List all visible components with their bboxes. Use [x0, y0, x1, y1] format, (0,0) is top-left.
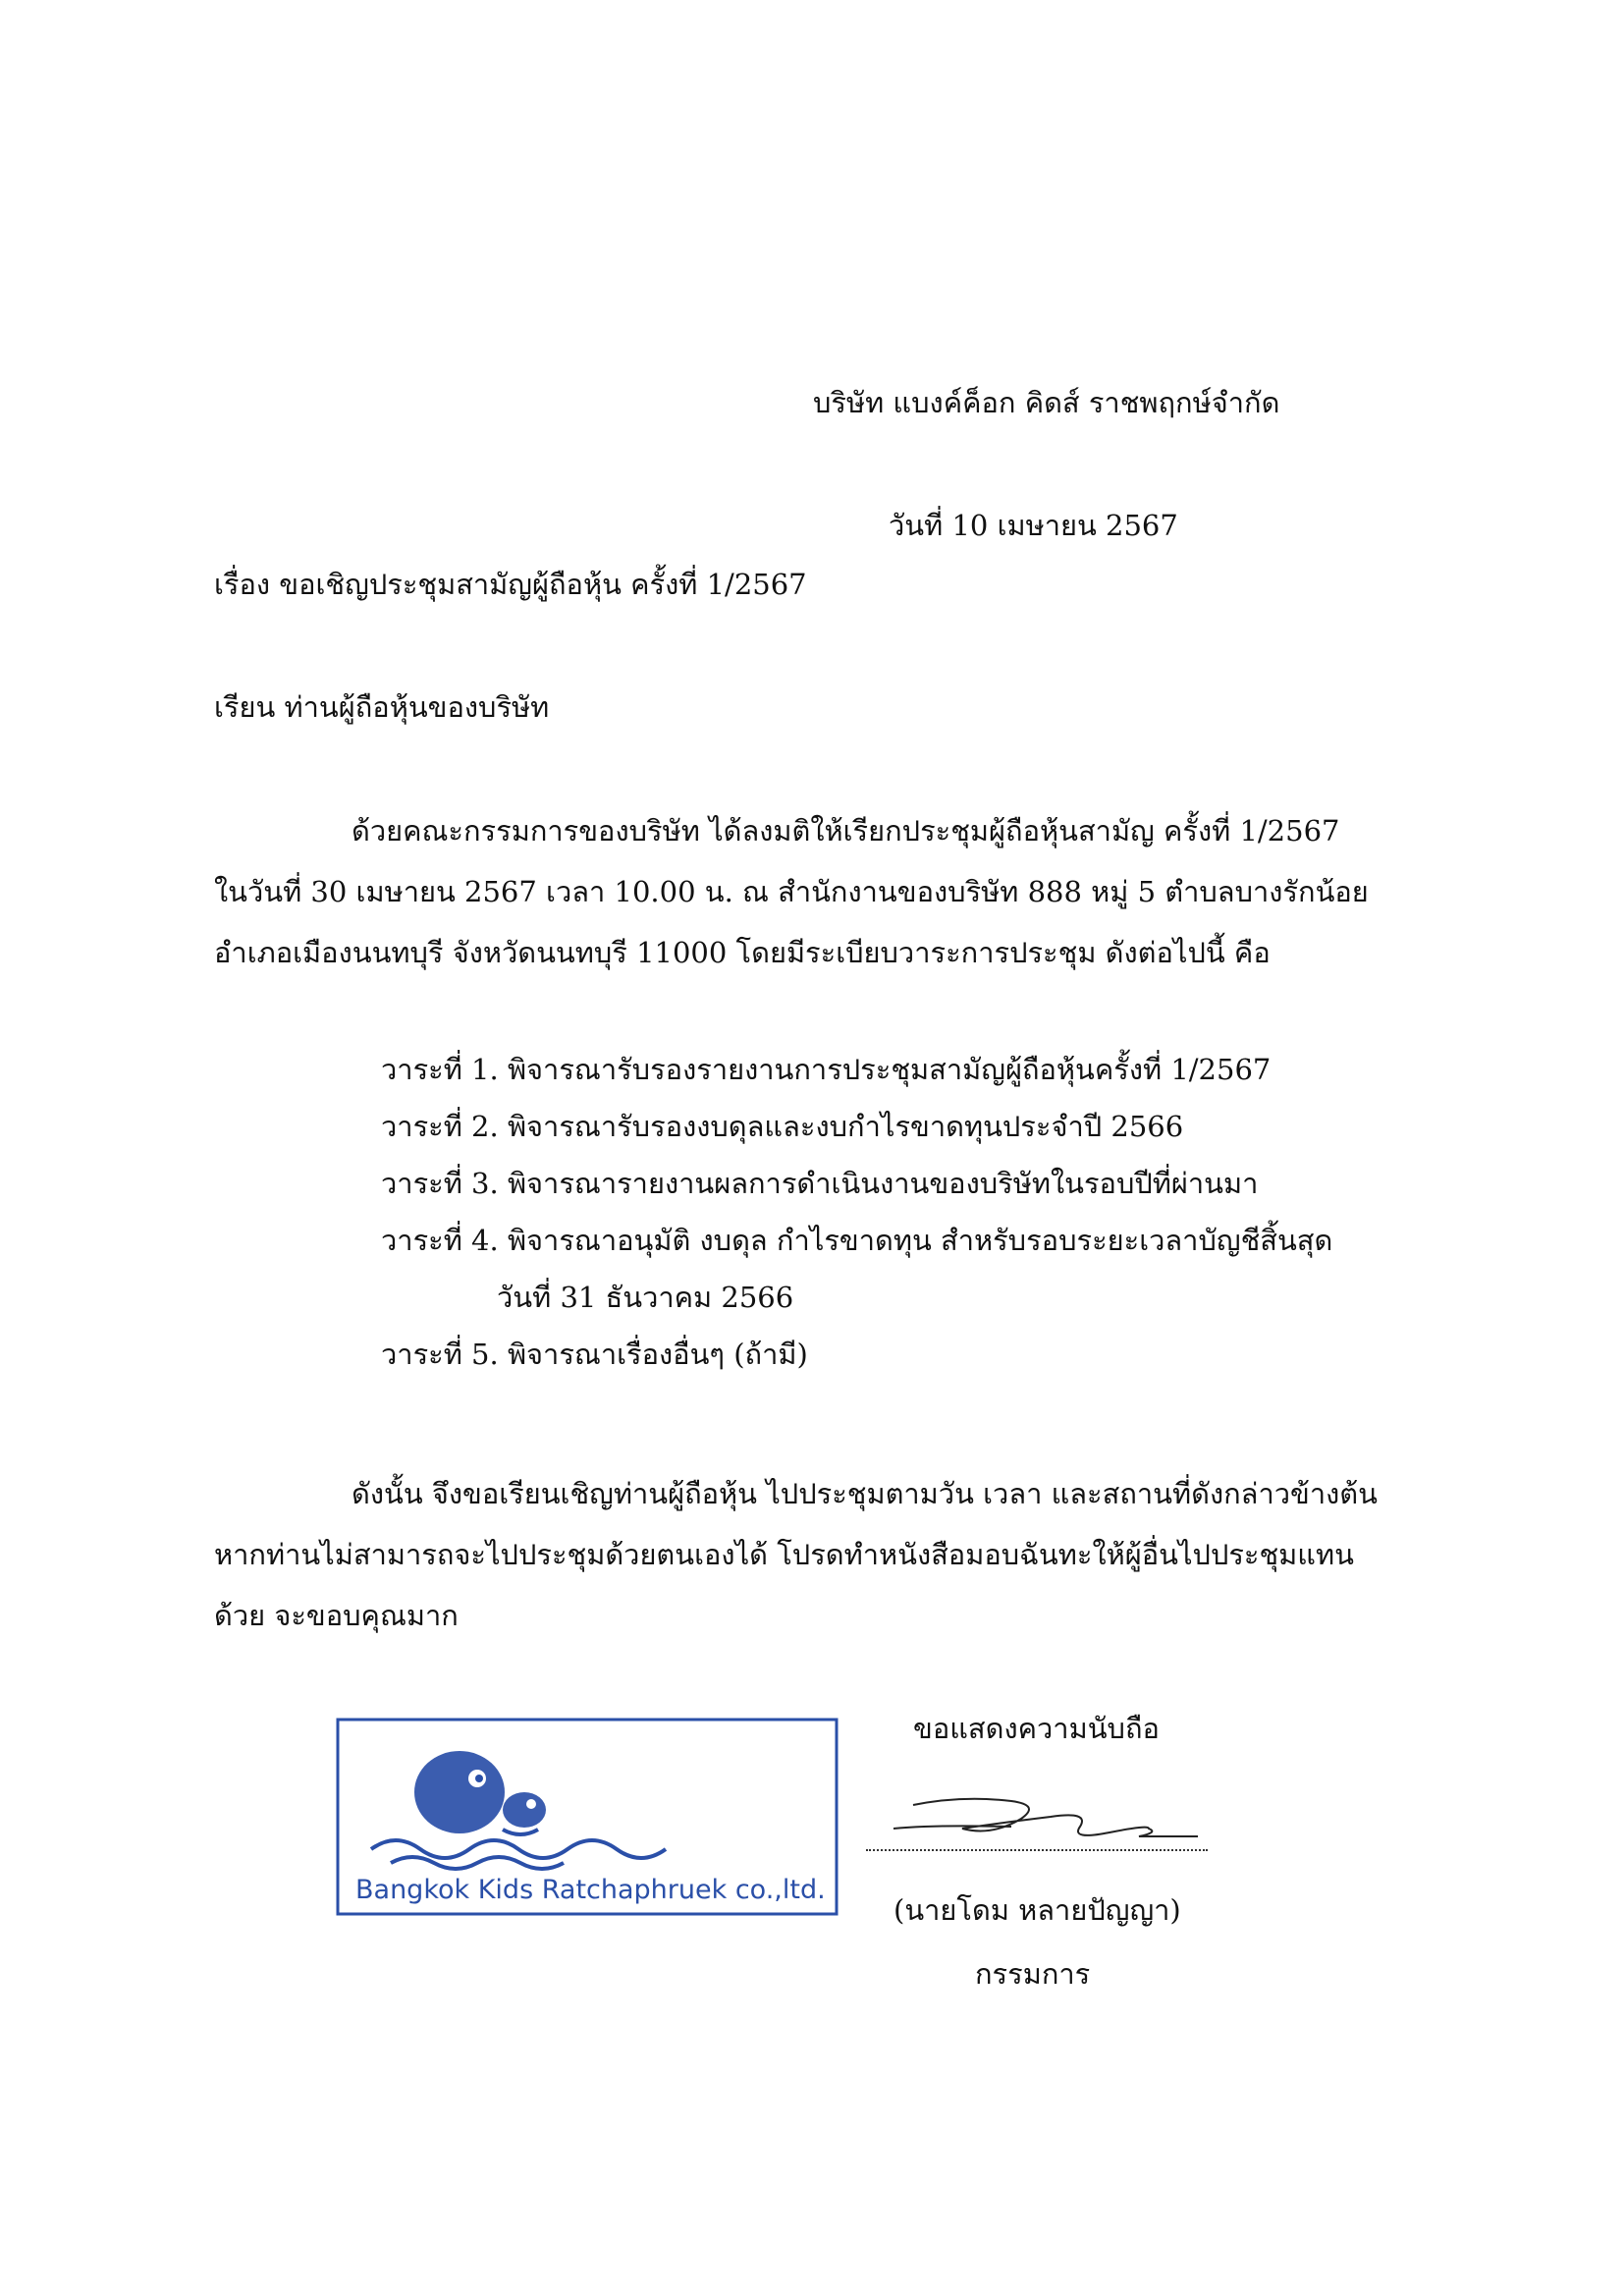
handwritten-signature — [874, 1777, 1227, 1856]
agenda-item: วาระที่ 2. พิจารณารับรองงบดุลและงบกำไรขาดทุนประจำปี 2566 — [381, 1110, 1184, 1143]
agenda-item: วาระที่ 1. พิจารณารับรองรายงานการประชุมสามัญผู้ถือหุ้นครั้งที่ 1/2567 — [381, 1053, 1272, 1086]
meeting-announcement-paragraph — [214, 800, 1369, 983]
letter-greeting: เรียน ท่านผู้ถือหุ้นของบริษัท — [214, 690, 550, 724]
paragraph-line: ด้วย จะขอบคุณมาก — [214, 1599, 459, 1632]
signature-line — [866, 1849, 1208, 1851]
fish-logo-icon — [414, 1751, 546, 1834]
paragraph-line: ด้วยคณะกรรมการของบริษัท ได้ลงมติให้เรียกประชุมผู้ถือหุ้นสามัญ ครั้งที่ 1/2567 — [352, 814, 1340, 847]
company-stamp — [332, 1714, 842, 1920]
invitation-paragraph — [214, 1463, 1378, 1646]
paragraph-line: อำเภอเมืองนนทบุรี จังหวัดนนทบุรี 11000 โดยมีระเบียบวาระการประชุม ดังต่อไปนี้ คือ — [214, 936, 1271, 969]
letter-date: วันที่ 10 เมษายน 2567 — [889, 509, 1178, 542]
wave-icon — [371, 1840, 666, 1869]
paragraph-line: ดังนั้น จึงขอเรียนเชิญท่านผู้ถือหุ้น ไปประชุมตามวัน เวลา และสถานที่ดังกล่าวข้างต้น — [352, 1477, 1378, 1510]
signer-name: (นายโดม หลายปัญญา) — [893, 1893, 1181, 1927]
signer-position: กรรมการ — [975, 1957, 1091, 1991]
letter-subject: เรื่อง ขอเชิญประชุมสามัญผู้ถือหุ้น ครั้งที่ 1/2567 — [214, 568, 807, 601]
paragraph-line: ในวันที่ 30 เมษายน 2567 เวลา 10.00 น. ณ สำนักงานของบริษัท 888 หมู่ 5 ตำบลบางรักน้อย — [214, 875, 1369, 908]
agenda-item: วาระที่ 4. พิจารณาอนุมัติ งบดุล กำไรขาดทุน สำหรับรอบระยะเวลาบัญชีสิ้นสุด — [381, 1224, 1333, 1257]
paragraph-line: หากท่านไม่สามารถจะไปประชุมด้วยตนเองได้ โปรดทำหนังสือมอบฉันทะให้ผู้อื่นไปประชุมแทน — [214, 1538, 1354, 1571]
stamp-text: Bangkok Kids Ratchaphruek co.,ltd. — [355, 1875, 826, 1905]
agenda-item-continuation: วันที่ 31 ธันวาคม 2566 — [497, 1281, 794, 1314]
agenda-list — [381, 1041, 1363, 1383]
company-name: บริษัท แบงค์ค็อก คิดส์ ราชพฤกษ์จำกัด — [813, 386, 1280, 419]
closing-phrase: ขอแสดงความนับถือ — [913, 1712, 1160, 1745]
agenda-item: วาระที่ 5. พิจารณาเรื่องอื่นๆ (ถ้ามี) — [381, 1338, 808, 1371]
agenda-item: วาระที่ 3. พิจารณารายงานผลการดำเนินงานของบริษัทในรอบปีที่ผ่านมา — [381, 1167, 1259, 1200]
